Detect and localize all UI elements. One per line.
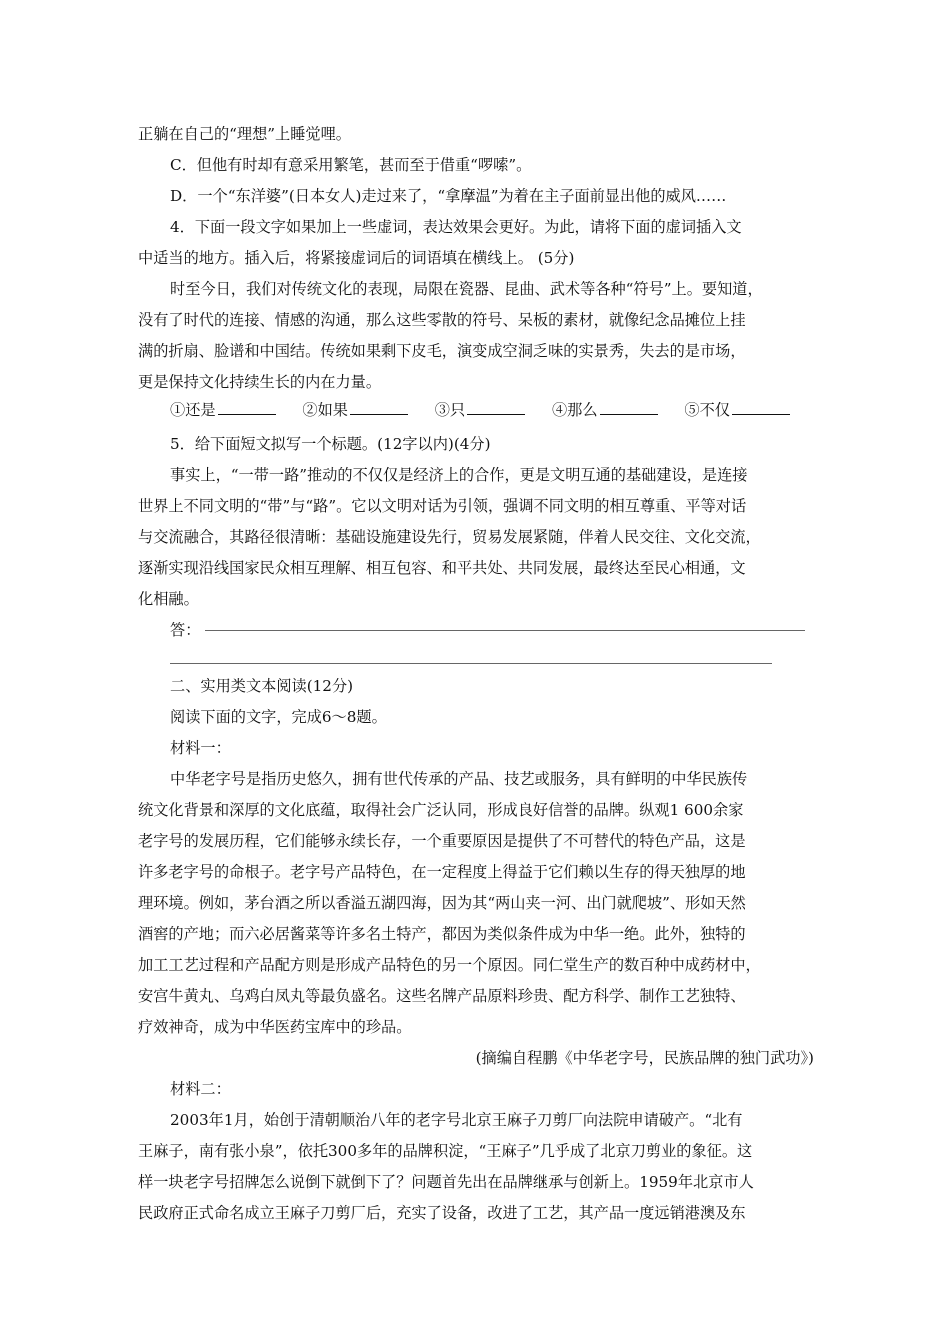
text-line: C．但他有时却有意采用繁笔，甚而至于借重“啰嗦”。 xyxy=(170,156,532,174)
text-line: 安宫牛黄丸、乌鸡白凤丸等最负盛名。这些名牌产品原料珍贵、配方科学、制作工艺独特、 xyxy=(138,987,746,1005)
blank-item: ③只 xyxy=(435,400,525,420)
text-line: 中华老字号是指历史悠久，拥有世代传承的产品、技艺或服务，具有鲜明的中华民族传 xyxy=(170,770,748,788)
text-line: 没有了时代的连接、情感的沟通，那么这些零散的符号、呆板的素材，就像纪念品摊位上挂 xyxy=(138,311,746,329)
blank-line[interactable] xyxy=(732,400,790,415)
text-line: 更是保持文化持续生长的内在力量。 xyxy=(138,373,381,391)
blank-item: ⑤不仅 xyxy=(684,400,790,420)
text-line: 二、实用类文本阅读(12分) xyxy=(170,677,354,695)
text-line: 材料一： xyxy=(170,739,231,757)
blank-line[interactable] xyxy=(600,400,658,415)
text-line: 满的折扇、脸谱和中国结。传统如果剩下皮毛，演变成空洞乏味的实景秀，失去的是市场， xyxy=(138,342,746,360)
text-line: 酒窖的产地；而六必居酱菜等许多名土特产，都因为类似条件成为中华一绝。此外，独特的 xyxy=(138,925,746,943)
text-line: 王麻子，南有张小泉”，依托300多年的品牌积淀，“王麻子”几乎成了北京刀剪业的象征。这 xyxy=(138,1142,753,1160)
answer-line[interactable] xyxy=(170,663,772,664)
blank-item: ②如果 xyxy=(302,400,408,420)
text-line: 2003年1月，始创于清朝顺治八年的老字号北京王麻子刀剪厂向法院申请破产。“北有 xyxy=(170,1111,743,1129)
text-line: 老字号的发展历程，它们能够永续长存，一个重要原因是提供了不可替代的特色产品，这是 xyxy=(138,832,746,850)
text-line: 世界上不同文明的“带”与“路”。它以文明对话为引领，强调不同文明的相互尊重、平等对话 xyxy=(138,497,747,515)
blank-line[interactable] xyxy=(350,400,408,415)
text-line: 中适当的地方。插入后，将紧接虚词后的词语填在横线上。 (5分) xyxy=(138,249,575,267)
text-line: 与交流融合，其路径很清晰：基础设施建设先行，贸易发展紧随，伴着人民交往、文化交流， xyxy=(138,528,761,546)
text-line: 时至今日，我们对传统文化的表现，局限在瓷器、昆曲、武术等各种“符号”上。要知道， xyxy=(170,280,763,298)
answer-line[interactable] xyxy=(205,630,805,631)
text-line: 疗效神奇，成为中华医药宝库中的珍品。 xyxy=(138,1018,412,1036)
blank-line[interactable] xyxy=(467,400,525,415)
text-line: 民政府正式命名成立王麻子刀剪厂后，充实了设备，改进了工艺，其产品一度远销港澳及东 xyxy=(138,1204,746,1222)
text-line: 材料二： xyxy=(170,1080,231,1098)
blank-item: ④那么 xyxy=(552,400,658,420)
text-line: 4．下面一段文字如果加上一些虚词，表达效果会更好。为此，请将下面的虚词插入文 xyxy=(170,218,742,236)
text-line: 理环境。例如，茅台酒之所以香溢五湖四海，因为其“两山夹一河、出门就爬坡”、形如天然 xyxy=(138,894,746,912)
blank-line[interactable] xyxy=(218,400,276,415)
fill-in-blanks-row xyxy=(170,400,812,420)
citation: (摘编自程鹏《中华老字号，民族品牌的独门武功》) xyxy=(475,1049,814,1067)
text-line: 阅读下面的文字，完成6～8题。 xyxy=(170,708,387,726)
text-line: 统文化背景和深厚的文化底蕴，取得社会广泛认同，形成良好信誉的品牌。纵观1 600余家 xyxy=(138,801,744,819)
text-line: 化相融。 xyxy=(138,590,199,608)
text-line: 样一块老字号招牌怎么说倒下就倒下了？问题首先出在品牌继承与创新上。1959年北京市人 xyxy=(138,1173,754,1191)
text-line: 正躺在自己的“理想”上睡觉哩。 xyxy=(138,125,351,143)
blank-item: ①还是 xyxy=(170,400,276,420)
text-line: 许多老字号的命根子。老字号产品特色，在一定程度上得益于它们赖以生存的得天独厚的地 xyxy=(138,863,746,881)
text-line: 答： xyxy=(170,621,201,639)
text-line: 加工工艺过程和产品配方则是形成产品特色的另一个原因。同仁堂生产的数百种中成药材中， xyxy=(138,956,761,974)
text-line: D．一个“东洋婆”(日本女人)走过来了，“拿摩温”为着在主子面前显出他的威风…… xyxy=(170,187,727,205)
text-line: 逐渐实现沿线国家民众相互理解、相互包容、和平共处、共同发展，最终达至民心相通，文 xyxy=(138,559,746,577)
text-line: 5．给下面短文拟写一个标题。(12字以内)(4分) xyxy=(170,435,491,453)
text-line: 事实上，“一带一路”推动的不仅仅是经济上的合作，更是文明互通的基础建设，是连接 xyxy=(170,466,748,484)
